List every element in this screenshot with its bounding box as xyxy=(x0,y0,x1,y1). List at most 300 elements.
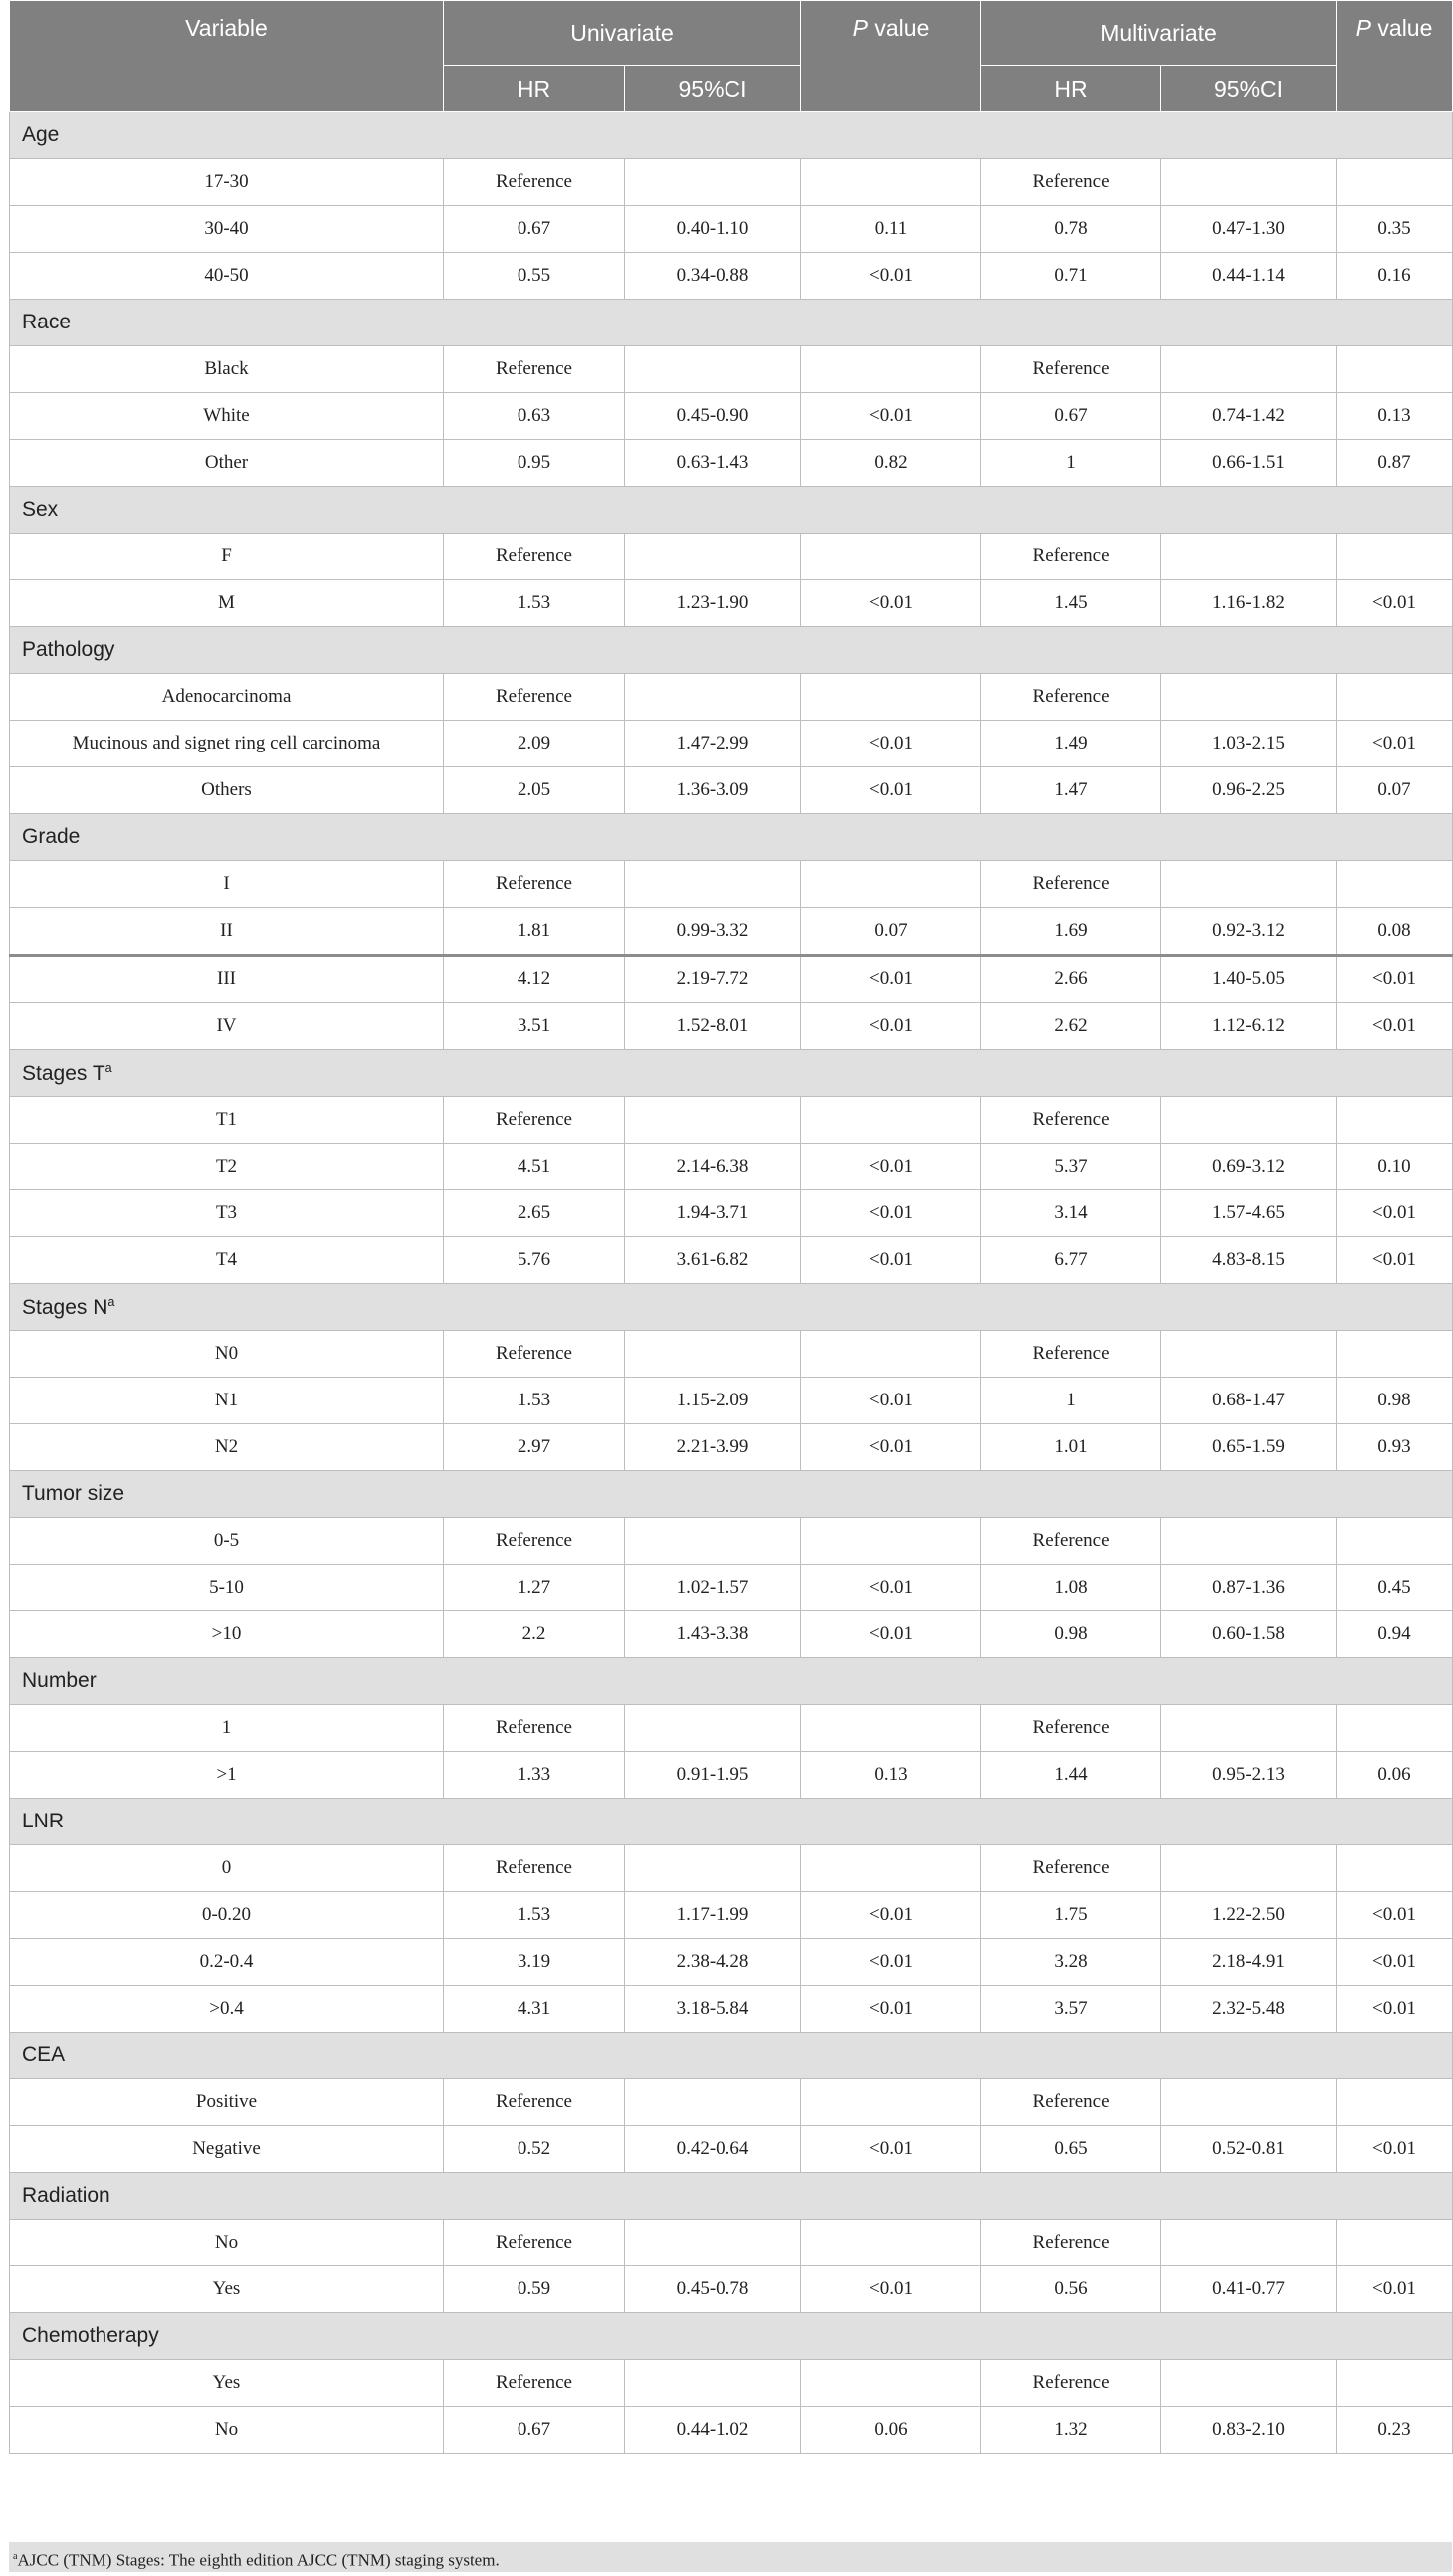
multivariate-ci: 0.69-3.12 xyxy=(1161,1144,1337,1190)
row-label: F xyxy=(10,534,444,580)
univariate-ci: 3.61-6.82 xyxy=(625,1237,801,1284)
univariate-hr: 0.95 xyxy=(444,440,625,487)
univariate-hr: Reference xyxy=(444,1097,625,1144)
univariate-p: <0.01 xyxy=(801,253,981,300)
multivariate-hr: 1.45 xyxy=(981,580,1161,627)
group-name: Chemotherapy xyxy=(22,2324,159,2347)
group-row xyxy=(10,112,1453,159)
univariate-hr: 4.31 xyxy=(444,1986,625,2033)
table-row xyxy=(10,253,1453,300)
table-row xyxy=(10,1378,1453,1424)
multivariate-p xyxy=(1337,1705,1453,1752)
univariate-p: <0.01 xyxy=(801,1892,981,1939)
multivariate-hr: 3.14 xyxy=(981,1190,1161,1237)
table-row xyxy=(10,1003,1453,1050)
row-label: >1 xyxy=(10,1752,444,1799)
univariate-p: <0.01 xyxy=(801,393,981,440)
univariate-p xyxy=(801,1097,981,1144)
row-label: I xyxy=(10,861,444,908)
univariate-ci xyxy=(625,1705,801,1752)
table-row xyxy=(10,580,1453,627)
univariate-p xyxy=(801,1705,981,1752)
univariate-hr: 1.81 xyxy=(444,908,625,956)
multivariate-p: 0.07 xyxy=(1337,767,1453,814)
univariate-hr: 4.12 xyxy=(444,956,625,1003)
univariate-ci: 1.15-2.09 xyxy=(625,1378,801,1424)
group-name: Sex xyxy=(22,498,59,521)
univariate-p: 0.06 xyxy=(801,2407,981,2454)
multivariate-hr: 1.75 xyxy=(981,1892,1161,1939)
univariate-hr: Reference xyxy=(444,1331,625,1378)
univariate-p xyxy=(801,1331,981,1378)
univariate-p xyxy=(801,1845,981,1892)
multivariate-hr: Reference xyxy=(981,1518,1161,1565)
univariate-p: <0.01 xyxy=(801,767,981,814)
table-row xyxy=(10,956,1453,1003)
univariate-ci: 1.47-2.99 xyxy=(625,721,801,767)
table-row xyxy=(10,908,1453,956)
row-label: N0 xyxy=(10,1331,444,1378)
univariate-p: <0.01 xyxy=(801,1003,981,1050)
univariate-p: <0.01 xyxy=(801,1939,981,1986)
univariate-hr: 3.51 xyxy=(444,1003,625,1050)
univariate-ci: 3.18-5.84 xyxy=(625,1986,801,2033)
multivariate-hr: Reference xyxy=(981,1705,1161,1752)
multivariate-ci: 0.87-1.36 xyxy=(1161,1565,1337,1611)
group-row xyxy=(10,1471,1453,1518)
group-name: Radiation xyxy=(22,2184,110,2207)
univariate-ci: 1.52-8.01 xyxy=(625,1003,801,1050)
group-row xyxy=(10,814,1453,861)
multivariate-hr: 3.28 xyxy=(981,1939,1161,1986)
row-label: N1 xyxy=(10,1378,444,1424)
group-label xyxy=(10,2313,1453,2360)
p-rest: value xyxy=(868,15,930,41)
univariate-ci: 1.94-3.71 xyxy=(625,1190,801,1237)
univariate-p: <0.01 xyxy=(801,1611,981,1658)
univariate-p: <0.01 xyxy=(801,1565,981,1611)
multivariate-hr: 1.32 xyxy=(981,2407,1161,2454)
row-label: T1 xyxy=(10,1097,444,1144)
univariate-ci: 0.42-0.64 xyxy=(625,2126,801,2173)
univariate-hr: 1.33 xyxy=(444,1752,625,1799)
table-header xyxy=(10,1,1453,112)
univariate-ci xyxy=(625,674,801,721)
table-row xyxy=(10,1331,1453,1378)
multivariate-hr: Reference xyxy=(981,861,1161,908)
univariate-hr: 0.55 xyxy=(444,253,625,300)
univariate-hr: Reference xyxy=(444,2360,625,2407)
multivariate-ci xyxy=(1161,2220,1337,2266)
univariate-p: <0.01 xyxy=(801,580,981,627)
multivariate-ci: 1.12-6.12 xyxy=(1161,1003,1337,1050)
row-label: Negative xyxy=(10,2126,444,2173)
univariate-ci xyxy=(625,159,801,206)
group-label xyxy=(10,814,1453,861)
table-row xyxy=(10,1144,1453,1190)
group-row xyxy=(10,300,1453,346)
univariate-p: <0.01 xyxy=(801,1986,981,2033)
p-rest: value xyxy=(1371,15,1433,41)
table-row xyxy=(10,1424,1453,1471)
group-label xyxy=(10,112,1453,159)
multivariate-ci: 1.57-4.65 xyxy=(1161,1190,1337,1237)
univariate-ci xyxy=(625,1097,801,1144)
multivariate-hr: 1.44 xyxy=(981,1752,1161,1799)
row-label: 17-30 xyxy=(10,159,444,206)
table-row xyxy=(10,2407,1453,2454)
univariate-p: 0.82 xyxy=(801,440,981,487)
multivariate-hr: Reference xyxy=(981,1845,1161,1892)
table-row xyxy=(10,767,1453,814)
multivariate-hr: 1.47 xyxy=(981,767,1161,814)
univariate-p xyxy=(801,674,981,721)
multivariate-p: <0.01 xyxy=(1337,580,1453,627)
multivariate-p: 0.98 xyxy=(1337,1378,1453,1424)
group-name: Pathology xyxy=(22,638,115,661)
table-row xyxy=(10,1097,1453,1144)
row-label: 1 xyxy=(10,1705,444,1752)
table-row xyxy=(10,1237,1453,1284)
group-name: Number xyxy=(22,1669,97,1692)
univariate-ci xyxy=(625,1331,801,1378)
univariate-p: <0.01 xyxy=(801,1144,981,1190)
univariate-p: <0.01 xyxy=(801,1237,981,1284)
multivariate-hr: Reference xyxy=(981,1097,1161,1144)
multivariate-hr: Reference xyxy=(981,2079,1161,2126)
group-name: Stages N xyxy=(22,1295,108,1319)
multivariate-ci xyxy=(1161,1845,1337,1892)
multivariate-p: 0.13 xyxy=(1337,393,1453,440)
row-label: No xyxy=(10,2220,444,2266)
group-label xyxy=(10,2033,1453,2079)
univariate-hr: 1.53 xyxy=(444,1892,625,1939)
multivariate-hr: Reference xyxy=(981,674,1161,721)
univariate-p: <0.01 xyxy=(801,956,981,1003)
table-body xyxy=(10,112,1453,2454)
table-row xyxy=(10,1752,1453,1799)
univariate-hr: Reference xyxy=(444,534,625,580)
univariate-hr: Reference xyxy=(444,1518,625,1565)
group-label xyxy=(10,1799,1453,1845)
multivariate-p xyxy=(1337,1097,1453,1144)
univariate-p xyxy=(801,2220,981,2266)
univariate-hr: Reference xyxy=(444,861,625,908)
univariate-ci: 0.45-0.90 xyxy=(625,393,801,440)
row-label: M xyxy=(10,580,444,627)
table-row xyxy=(10,1190,1453,1237)
univariate-p xyxy=(801,346,981,393)
univariate-hr: 0.59 xyxy=(444,2266,625,2313)
table-row xyxy=(10,2079,1453,2126)
univariate-p: <0.01 xyxy=(801,1378,981,1424)
univariate-hr: 2.05 xyxy=(444,767,625,814)
row-label: 0.2-0.4 xyxy=(10,1939,444,1986)
multivariate-p: <0.01 xyxy=(1337,1892,1453,1939)
multivariate-ci: 1.03-2.15 xyxy=(1161,721,1337,767)
table-row xyxy=(10,2126,1453,2173)
multivariate-ci xyxy=(1161,1518,1337,1565)
multivariate-p xyxy=(1337,2079,1453,2126)
row-label: T4 xyxy=(10,1237,444,1284)
univariate-p: <0.01 xyxy=(801,2126,981,2173)
row-label: 5-10 xyxy=(10,1565,444,1611)
table-row xyxy=(10,1892,1453,1939)
header-multivariate-ci: 95%CI xyxy=(1161,66,1337,112)
univariate-p: 0.11 xyxy=(801,206,981,253)
multivariate-hr: Reference xyxy=(981,1331,1161,1378)
univariate-p: 0.13 xyxy=(801,1752,981,1799)
row-label: Others xyxy=(10,767,444,814)
table-row xyxy=(10,1565,1453,1611)
multivariate-ci: 1.40-5.05 xyxy=(1161,956,1337,1003)
univariate-ci xyxy=(625,1518,801,1565)
univariate-ci: 2.19-7.72 xyxy=(625,956,801,1003)
multivariate-ci: 1.22-2.50 xyxy=(1161,1892,1337,1939)
multivariate-hr: 3.57 xyxy=(981,1986,1161,2033)
multivariate-hr: 0.56 xyxy=(981,2266,1161,2313)
univariate-hr: 2.2 xyxy=(444,1611,625,1658)
multivariate-ci xyxy=(1161,159,1337,206)
row-label: >10 xyxy=(10,1611,444,1658)
multivariate-hr: 1.01 xyxy=(981,1424,1161,1471)
multivariate-hr: 2.66 xyxy=(981,956,1161,1003)
multivariate-p: <0.01 xyxy=(1337,2266,1453,2313)
univariate-p: <0.01 xyxy=(801,1190,981,1237)
univariate-ci: 0.63-1.43 xyxy=(625,440,801,487)
group-name: Stages T xyxy=(22,1061,105,1085)
multivariate-p xyxy=(1337,674,1453,721)
row-label: Mucinous and signet ring cell carcinoma xyxy=(10,721,444,767)
group-row xyxy=(10,1799,1453,1845)
footnote xyxy=(9,2542,1452,2572)
table-row xyxy=(10,393,1453,440)
univariate-hr: 5.76 xyxy=(444,1237,625,1284)
univariate-ci xyxy=(625,861,801,908)
univariate-ci: 0.45-0.78 xyxy=(625,2266,801,2313)
table-row xyxy=(10,721,1453,767)
multivariate-ci xyxy=(1161,1331,1337,1378)
group-superscript: a xyxy=(107,1294,115,1309)
group-label xyxy=(10,1471,1453,1518)
multivariate-hr: Reference xyxy=(981,2220,1161,2266)
multivariate-p: <0.01 xyxy=(1337,1986,1453,2033)
row-label: 40-50 xyxy=(10,253,444,300)
regression-table xyxy=(9,0,1453,2454)
multivariate-ci: 0.41-0.77 xyxy=(1161,2266,1337,2313)
p-italic: P xyxy=(852,15,868,41)
multivariate-hr: 1 xyxy=(981,440,1161,487)
header-p-value-univariate xyxy=(801,1,981,112)
univariate-hr: Reference xyxy=(444,159,625,206)
row-label: Positive xyxy=(10,2079,444,2126)
multivariate-ci: 0.60-1.58 xyxy=(1161,1611,1337,1658)
univariate-hr: 3.19 xyxy=(444,1939,625,1986)
table-row xyxy=(10,1518,1453,1565)
univariate-ci: 2.38-4.28 xyxy=(625,1939,801,1986)
row-label: >0.4 xyxy=(10,1986,444,2033)
footnote-text: AJCC (TNM) Stages: The eighth edition AJCC (TNM) staging system. xyxy=(17,2550,500,2570)
multivariate-p: 0.94 xyxy=(1337,1611,1453,1658)
univariate-hr: Reference xyxy=(444,2220,625,2266)
multivariate-ci: 4.83-8.15 xyxy=(1161,1237,1337,1284)
row-label: No xyxy=(10,2407,444,2454)
univariate-hr: 0.52 xyxy=(444,2126,625,2173)
group-name: LNR xyxy=(22,1810,65,1832)
row-label: White xyxy=(10,393,444,440)
table-row xyxy=(10,159,1453,206)
row-label: Yes xyxy=(10,2360,444,2407)
group-row xyxy=(10,1658,1453,1705)
row-label: II xyxy=(10,908,444,956)
multivariate-hr: 1.49 xyxy=(981,721,1161,767)
multivariate-p: <0.01 xyxy=(1337,956,1453,1003)
univariate-ci: 1.23-1.90 xyxy=(625,580,801,627)
multivariate-p xyxy=(1337,534,1453,580)
header-univariate-ci: 95%CI xyxy=(625,66,801,112)
multivariate-ci xyxy=(1161,861,1337,908)
multivariate-p xyxy=(1337,2220,1453,2266)
group-row xyxy=(10,627,1453,674)
univariate-hr: 1.27 xyxy=(444,1565,625,1611)
univariate-ci: 0.91-1.95 xyxy=(625,1752,801,1799)
group-row xyxy=(10,2033,1453,2079)
univariate-hr: 4.51 xyxy=(444,1144,625,1190)
group-label xyxy=(10,1284,1453,1331)
multivariate-p: <0.01 xyxy=(1337,2126,1453,2173)
group-name: Tumor size xyxy=(22,1482,125,1505)
multivariate-p: 0.93 xyxy=(1337,1424,1453,1471)
univariate-hr: 2.09 xyxy=(444,721,625,767)
univariate-ci: 1.36-3.09 xyxy=(625,767,801,814)
univariate-ci: 0.40-1.10 xyxy=(625,206,801,253)
table-row xyxy=(10,440,1453,487)
p-italic: P xyxy=(1355,15,1372,41)
group-row xyxy=(10,1284,1453,1331)
multivariate-p: <0.01 xyxy=(1337,721,1453,767)
table-row xyxy=(10,1705,1453,1752)
header-variable: Variable xyxy=(10,1,444,112)
group-superscript: a xyxy=(104,1060,112,1075)
univariate-ci xyxy=(625,2360,801,2407)
group-label xyxy=(10,1050,1453,1097)
row-label: 0-0.20 xyxy=(10,1892,444,1939)
multivariate-hr: 5.37 xyxy=(981,1144,1161,1190)
group-label xyxy=(10,300,1453,346)
multivariate-p xyxy=(1337,346,1453,393)
multivariate-p: <0.01 xyxy=(1337,1939,1453,1986)
multivariate-hr: 6.77 xyxy=(981,1237,1161,1284)
univariate-ci xyxy=(625,2079,801,2126)
multivariate-hr: 1.69 xyxy=(981,908,1161,956)
univariate-p xyxy=(801,1518,981,1565)
group-row xyxy=(10,2173,1453,2220)
multivariate-ci: 0.96-2.25 xyxy=(1161,767,1337,814)
univariate-hr: 0.67 xyxy=(444,206,625,253)
univariate-ci: 2.14-6.38 xyxy=(625,1144,801,1190)
univariate-ci xyxy=(625,1845,801,1892)
univariate-ci xyxy=(625,534,801,580)
multivariate-hr: Reference xyxy=(981,2360,1161,2407)
univariate-p xyxy=(801,534,981,580)
univariate-p xyxy=(801,861,981,908)
multivariate-p: <0.01 xyxy=(1337,1003,1453,1050)
univariate-hr: 0.67 xyxy=(444,2407,625,2454)
univariate-ci: 1.17-1.99 xyxy=(625,1892,801,1939)
multivariate-hr: 0.67 xyxy=(981,393,1161,440)
univariate-hr: Reference xyxy=(444,346,625,393)
multivariate-ci xyxy=(1161,1705,1337,1752)
table-row xyxy=(10,1986,1453,2033)
multivariate-hr: 1.08 xyxy=(981,1565,1161,1611)
table-row xyxy=(10,1611,1453,1658)
group-name: Age xyxy=(22,123,60,146)
multivariate-p: 0.45 xyxy=(1337,1565,1453,1611)
univariate-ci: 2.21-3.99 xyxy=(625,1424,801,1471)
multivariate-ci: 0.44-1.14 xyxy=(1161,253,1337,300)
multivariate-hr: Reference xyxy=(981,534,1161,580)
multivariate-p: 0.06 xyxy=(1337,1752,1453,1799)
multivariate-ci: 0.47-1.30 xyxy=(1161,206,1337,253)
univariate-hr: Reference xyxy=(444,2079,625,2126)
table-row xyxy=(10,674,1453,721)
univariate-hr: Reference xyxy=(444,674,625,721)
multivariate-p xyxy=(1337,861,1453,908)
table-row xyxy=(10,1845,1453,1892)
table-row xyxy=(10,1939,1453,1986)
multivariate-hr: Reference xyxy=(981,346,1161,393)
multivariate-ci: 0.68-1.47 xyxy=(1161,1378,1337,1424)
multivariate-p: 0.08 xyxy=(1337,908,1453,956)
univariate-hr: 2.97 xyxy=(444,1424,625,1471)
group-name: CEA xyxy=(22,2043,66,2066)
header-multivariate-hr: HR xyxy=(981,66,1161,112)
table-row xyxy=(10,346,1453,393)
multivariate-hr: 0.98 xyxy=(981,1611,1161,1658)
row-label: T3 xyxy=(10,1190,444,1237)
univariate-p xyxy=(801,2079,981,2126)
multivariate-ci: 0.66-1.51 xyxy=(1161,440,1337,487)
univariate-ci xyxy=(625,2220,801,2266)
univariate-hr: 2.65 xyxy=(444,1190,625,1237)
multivariate-ci: 0.52-0.81 xyxy=(1161,2126,1337,2173)
univariate-ci: 0.34-0.88 xyxy=(625,253,801,300)
multivariate-p xyxy=(1337,2360,1453,2407)
multivariate-ci: 2.18-4.91 xyxy=(1161,1939,1337,1986)
univariate-ci: 0.44-1.02 xyxy=(625,2407,801,2454)
group-name: Race xyxy=(22,311,72,333)
group-label xyxy=(10,627,1453,674)
row-label: T2 xyxy=(10,1144,444,1190)
table-row xyxy=(10,2266,1453,2313)
univariate-p xyxy=(801,159,981,206)
univariate-hr: 1.53 xyxy=(444,580,625,627)
group-label xyxy=(10,2173,1453,2220)
multivariate-p: 0.35 xyxy=(1337,206,1453,253)
table-row xyxy=(10,2220,1453,2266)
row-label: 0 xyxy=(10,1845,444,1892)
multivariate-ci xyxy=(1161,2079,1337,2126)
multivariate-p: 0.16 xyxy=(1337,253,1453,300)
group-label xyxy=(10,487,1453,534)
group-row xyxy=(10,487,1453,534)
multivariate-p: 0.23 xyxy=(1337,2407,1453,2454)
table-row xyxy=(10,206,1453,253)
table-row xyxy=(10,534,1453,580)
multivariate-p xyxy=(1337,1518,1453,1565)
multivariate-ci: 0.95-2.13 xyxy=(1161,1752,1337,1799)
group-name: Grade xyxy=(22,825,81,848)
